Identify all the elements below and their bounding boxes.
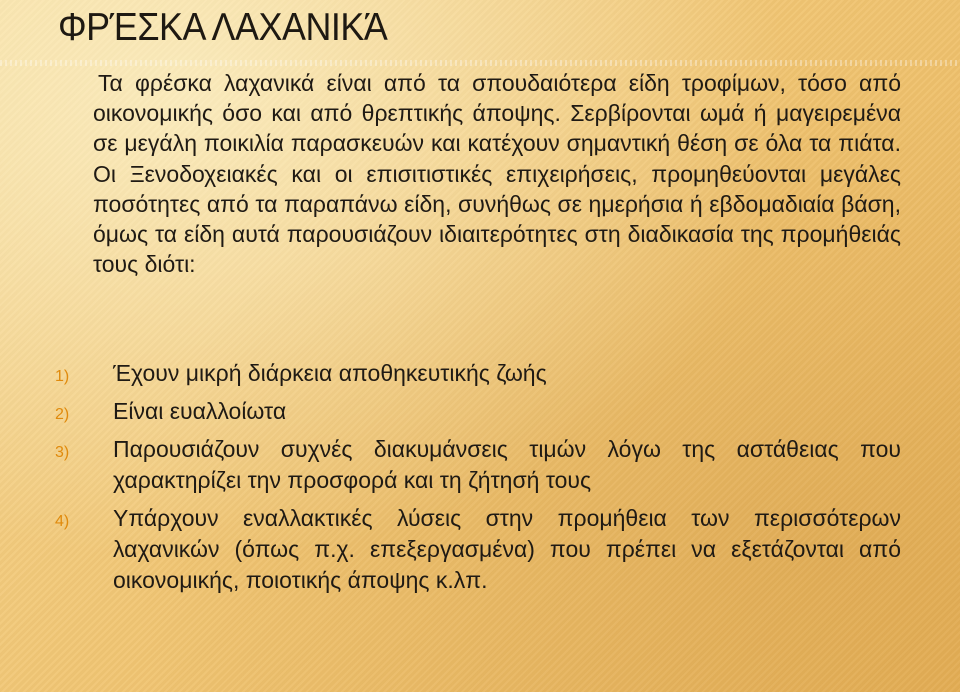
list-item: [55, 434, 901, 496]
list-item-number: 1): [55, 368, 70, 385]
list-item-text: Υπάρχουν εναλλακτικές λύσεις στην προμήθεια των περισσότερων λαχανικών (όπως π.χ. επεξεργασμένα) που πρέπει να εξετάζονται από οικονομικής, ποιοτικής άποψης κ.λπ.: [113, 505, 901, 593]
list-item-number: 3): [55, 444, 70, 461]
reasons-list: [55, 358, 901, 603]
slide-body: [93, 68, 901, 279]
list-item-number: 2): [55, 406, 70, 423]
list-item: [55, 396, 901, 427]
intro-paragraph: Τα φρέσκα λαχανικά είναι από τα σπουδαιότερα είδη τροφίμων, τόσο από οικονομικής όσο και από θρεπτικής άποψης. Σερβίρονται ωμά ή μαγειρεμένα σε μεγάλη ποικιλία παρασκευών και κατέχουν σημαντική θέση σε όλα τα πιάτα. Οι Ξενοδοχειακές και οι επισιτιστικές επιχειρήσεις, προμηθεύονται μεγάλες ποσότητες από τα παραπάνω είδη, συνήθως σε ημερήσια ή εβδομαδιαία βάση, όμως τα είδη αυτά παρουσιάζουν ιδιαιτερότητες στη διαδικασία της προμήθειάς τους διότι:: [93, 70, 901, 278]
slide-title: ΦΡΈΣΚΑ ΛΑΧΑΝΙΚΆ: [58, 6, 388, 49]
list-item-text: Έχουν μικρή διάρκεια αποθηκευτικής ζωής: [113, 360, 547, 386]
title-divider: [0, 60, 960, 66]
list-item-text: Παρουσιάζουν συχνές διακυμάνσεις τιμών λόγω της αστάθειας που χαρακτηρίζει την προσφορά και τη ζήτησή τους: [113, 436, 901, 493]
list-item-text: Είναι ευαλλοίωτα: [113, 398, 287, 424]
list-item-number: 4): [55, 513, 70, 530]
list-item: [55, 358, 901, 389]
list-item: [55, 503, 901, 596]
